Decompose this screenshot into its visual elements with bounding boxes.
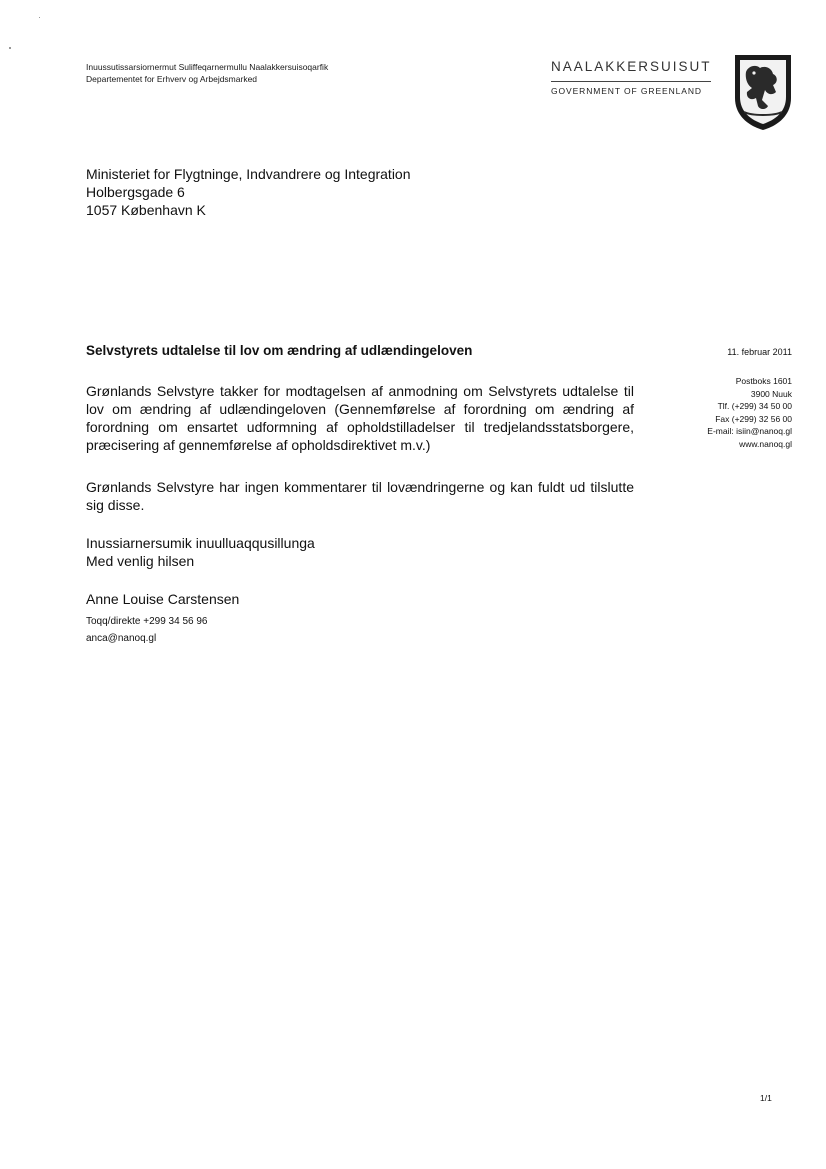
letter-date: 11. februar 2011: [727, 347, 792, 357]
closing-greenlandic: Inussiarnersumik inuulluaqqusillunga: [86, 535, 315, 551]
sender-contact-block: [660, 375, 792, 451]
scan-speck: [9, 47, 11, 49]
contact-postbox: Postboks 1601: [735, 376, 792, 386]
signer-phone: Toqq/direkte +299 34 56 96: [86, 616, 208, 627]
recipient-street: Holbergsgade 6: [86, 184, 185, 200]
department-name-greenlandic: Inuussutissarsiornermut Suliffeqarnermullu Naalakkersuisoqarfik: [86, 62, 329, 72]
signer-email: anca@nanoq.gl: [86, 633, 157, 644]
closing-danish: Med venlig hilsen: [86, 553, 195, 569]
contact-email: E-mail: isiin@nanoq.gl: [707, 426, 792, 437]
department-header: [86, 61, 328, 85]
contact-city: 3900 Nuuk: [750, 388, 792, 399]
body-paragraph-2: Grønlands Selvstyre har ingen kommentarer til lovændringerne og kan fuldt ud tilslutte sig disse.: [86, 479, 634, 513]
contact-phone: Tlf. (+299) 34 50 00: [717, 401, 792, 412]
body-paragraph-1: Grønlands Selvstyre takker for modtagelsen af anmodning om Selvstyrets udtalelse til lov om ændring af udlændingeloven (Gennemførelse af forordning om ændring af forordning om ensartet udformning af opholdstilladelser til tredjelandsstatsborgere, præcisering af gennemførelse af opholdsdirektivet m.v.): [86, 383, 634, 453]
closing-greeting: [86, 534, 315, 570]
recipient-address: [86, 165, 411, 219]
greenland-coat-of-arms-icon: [732, 52, 794, 132]
letter-subject: Selvstyrets udtalelse til lov om ændring af udlændingeloven: [86, 343, 473, 358]
contact-fax: Fax (+299) 32 56 00: [715, 413, 792, 424]
government-name: NAALAKKERSUISUT: [551, 59, 712, 74]
signer-details: [86, 613, 207, 647]
scan-speck: [39, 17, 40, 18]
contact-website: www.nanoq.gl: [739, 438, 792, 449]
recipient-city: 1057 København K: [86, 202, 206, 218]
department-name-danish: Departementet for Erhverv og Arbejdsmarked: [86, 74, 258, 84]
page-number: 1/1: [760, 1093, 772, 1103]
signer-name: Anne Louise Carstensen: [86, 591, 240, 607]
government-name-english: GOVERNMENT OF GREENLAND: [551, 86, 702, 96]
header-divider: [551, 81, 711, 82]
recipient-name: Ministeriet for Flygtninge, Indvandrere og Integration: [86, 166, 411, 182]
